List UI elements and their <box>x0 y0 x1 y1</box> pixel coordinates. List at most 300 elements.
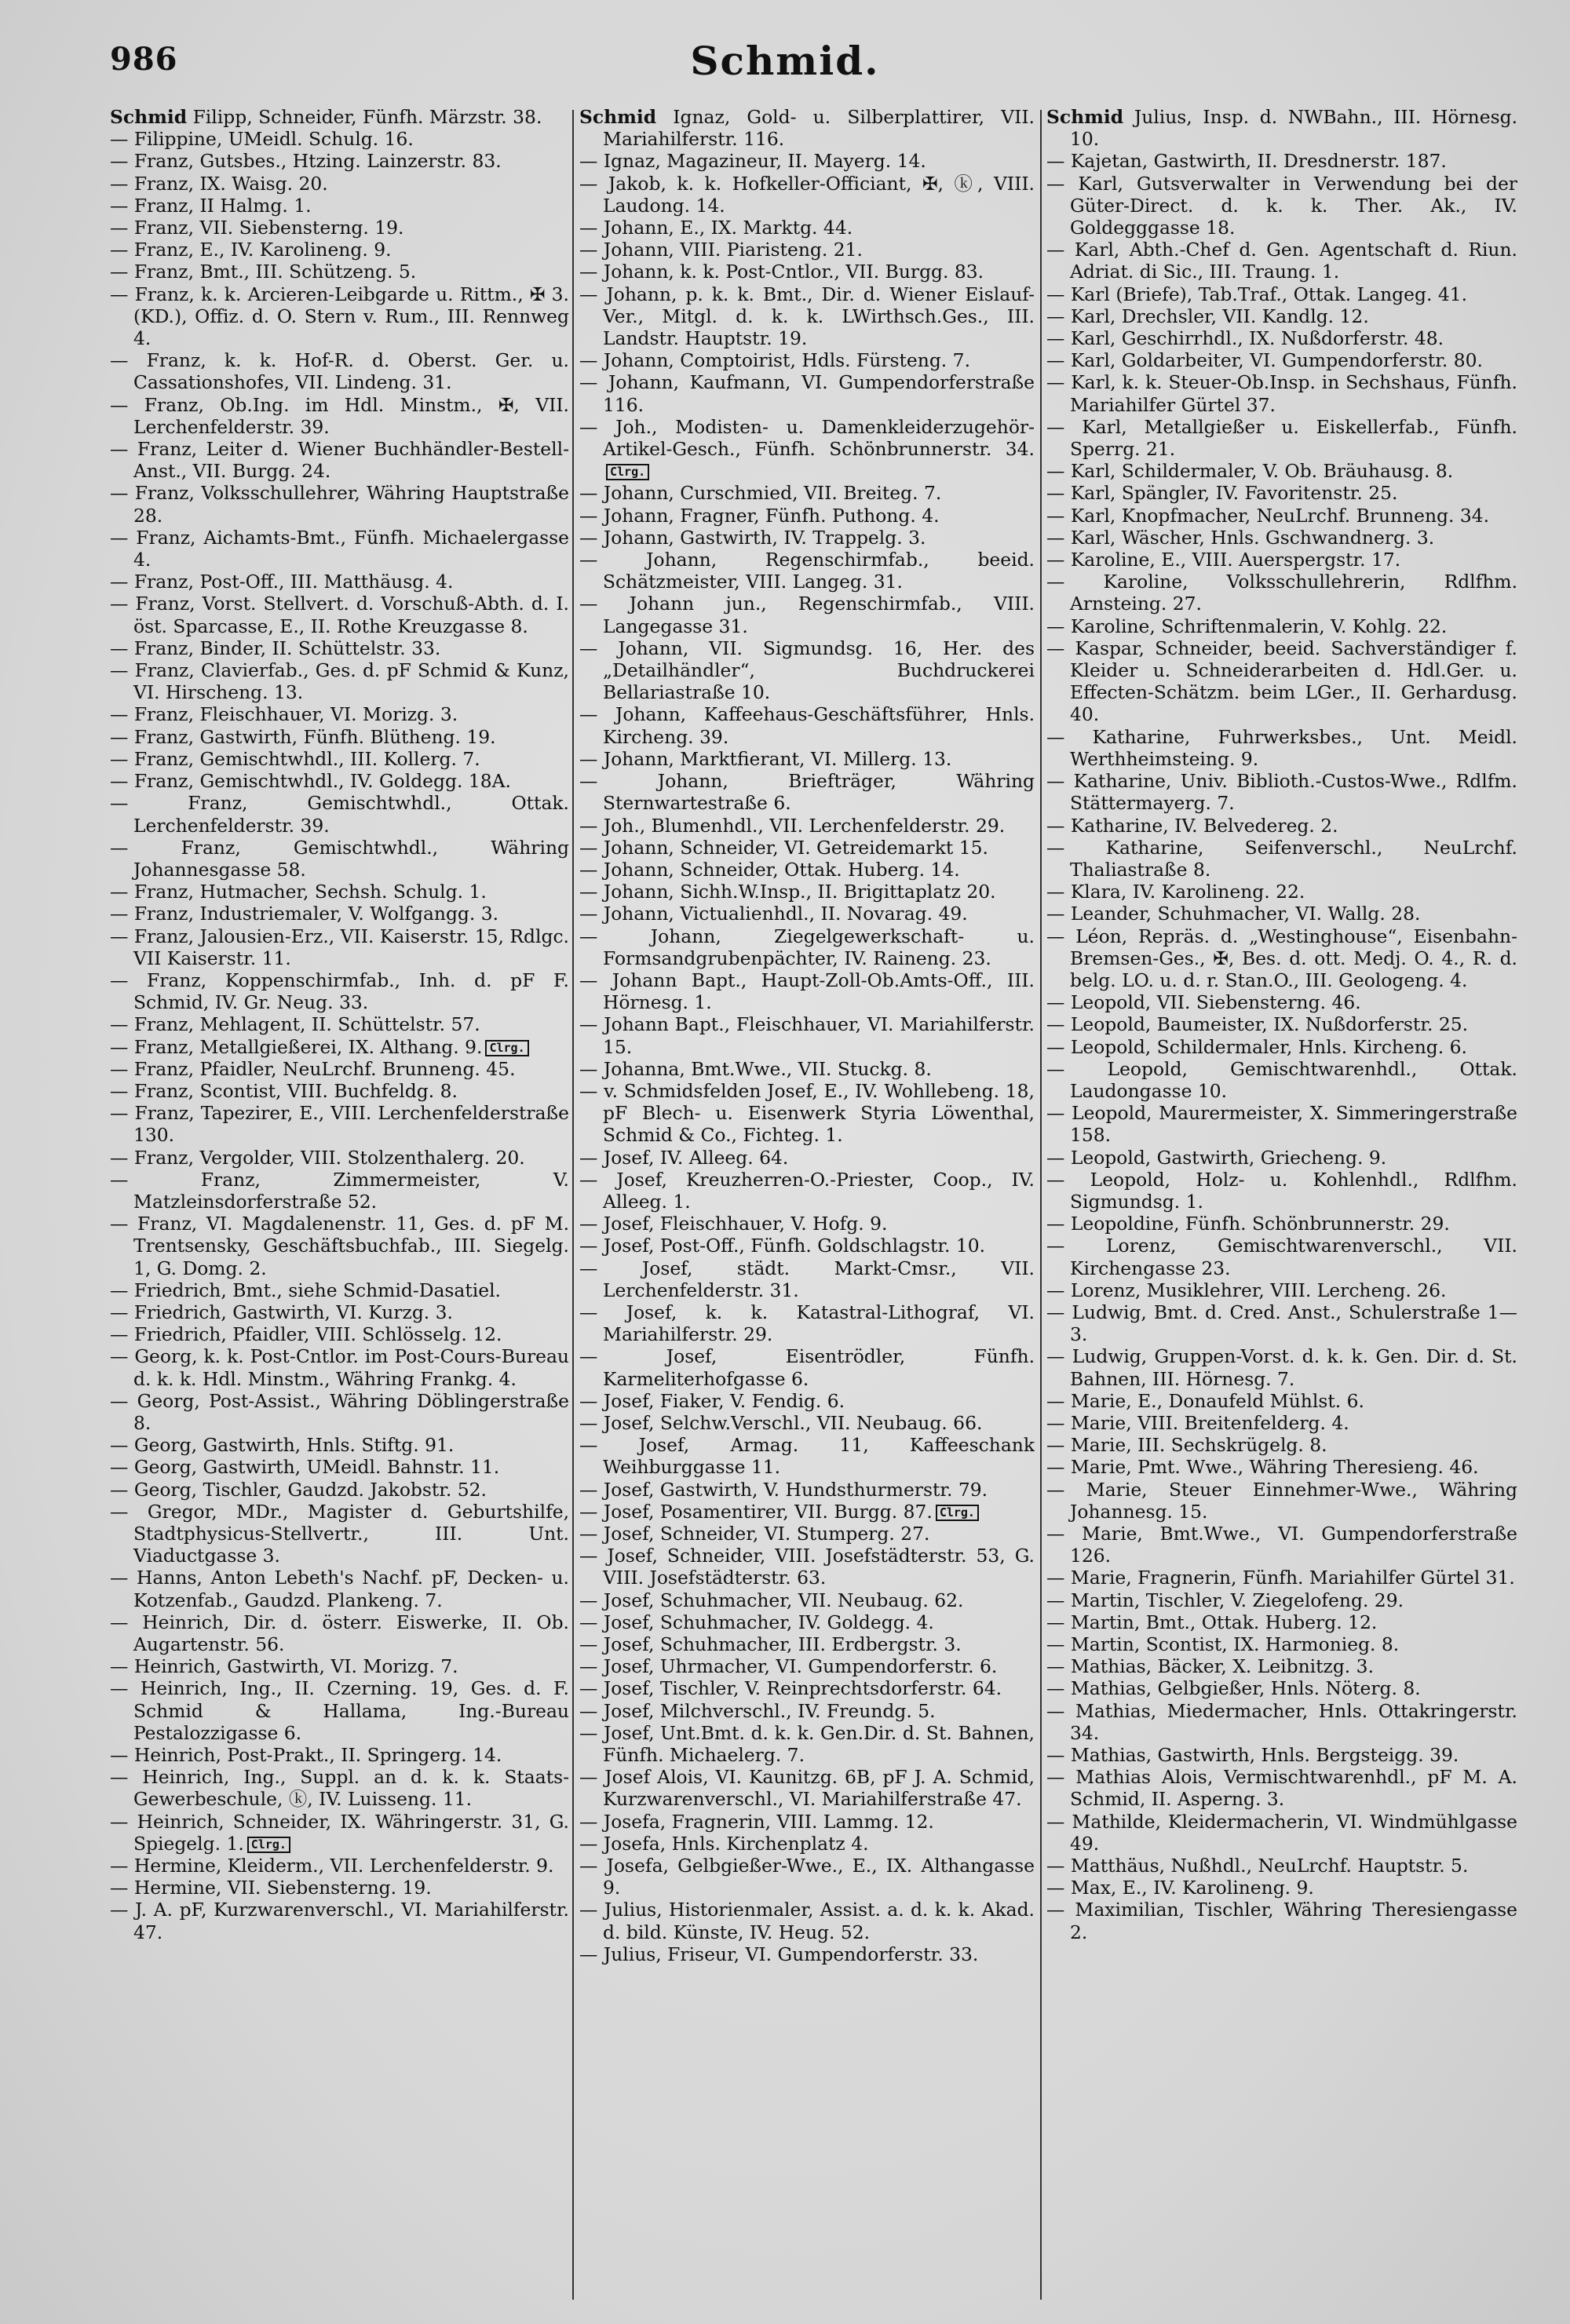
directory-entry <box>110 1147 569 1169</box>
directory-entry <box>579 1633 1035 1655</box>
directory-entry <box>110 1611 569 1655</box>
entry-text: — Josefa, Gelbgießer-Wwe., E., IX. Althangasse 9. <box>579 1855 1035 1899</box>
entry-text: — Johann, Schneider, Ottak. Huberg. 14. <box>579 858 960 881</box>
page-number: 986 <box>110 41 178 78</box>
column-divider <box>1040 110 1042 2300</box>
directory-entry <box>579 1501 1035 1523</box>
entry-text: — Leopold, Gastwirth, Griecheng. 9. <box>1046 1146 1387 1169</box>
directory-entry <box>579 549 1035 593</box>
directory-entry <box>1046 327 1517 349</box>
entry-text: — Franz, Binder, II. Schüttelstr. 33. <box>110 637 441 659</box>
entry-text: — Leopoldine, Fünfh. Schönbrunnerstr. 29. <box>1046 1213 1450 1235</box>
entry-text: — Mathilde, Kleidermacherin, VI. Windmühlgasse 49. <box>1046 1810 1517 1855</box>
directory-entry <box>579 239 1035 261</box>
entry-text: — Franz, Hutmacher, Sechsh. Schulg. 1. <box>110 881 487 903</box>
entry-text: — Franz, E., IV. Karolineng. 9. <box>110 239 392 261</box>
entry-text: — Franz, II Halmg. 1. <box>110 194 312 217</box>
entry-text: — Johann, Briefträger, Währing Sternwartestraße 6. <box>579 770 1035 815</box>
directory-entry <box>110 1213 569 1279</box>
directory-entry <box>1046 1744 1517 1766</box>
entry-text: — Josef, Fleischhauer, V. Hofg. 9. <box>579 1213 888 1235</box>
directory-entry <box>579 1811 1035 1833</box>
entry-text: — Franz, Gastwirth, Fünfh. Blütheng. 19. <box>110 725 496 748</box>
entry-text: — Franz, Jalousien-Erz., VII. Kaiserstr. 15, Rdlgc. VII Kaiserstr. 11. <box>110 925 569 969</box>
entry-text: — Johann, Regenschirmfab., beeid. Schätzmeister, VIII. Langeg. 31. <box>579 549 1035 593</box>
clearing-stamp: Clrg. <box>606 464 649 480</box>
directory-entry <box>110 1080 569 1102</box>
entry-text: — Johann, Comptoirist, Hdls. Fürsteng. 7. <box>579 349 970 372</box>
entry-text: — Ludwig, Gruppen-Vorst. d. k. k. Gen. Dir. d. St. Bahnen, III. Hörnesg. 7. <box>1046 1345 1517 1390</box>
directory-entry <box>579 1899 1035 1943</box>
entry-text: — Karl, k. k. Steuer-Ob.Insp. in Sechshaus, Fünfh. Mariahilfer Gürtel 37. <box>1046 371 1517 416</box>
entry-text: — Franz, Ob.Ing. im Hdl. Minstm., ✠, VII. Lerchenfelderstr. 39. <box>110 393 569 438</box>
directory-entry <box>110 1036 569 1058</box>
directory-entry <box>110 969 569 1013</box>
directory-entry <box>1046 571 1517 615</box>
entry-text: — Marie, E., Donaufeld Mühlst. 6. <box>1046 1389 1364 1412</box>
entry-text: Ignaz, Gold- u. Silberplattirer, VII. Mariahilferstr. 116. <box>603 106 1035 151</box>
entry-surname: Schmid <box>110 106 188 128</box>
entry-text: — Franz, Fleischhauer, VI. Morizg. 3. <box>110 703 458 726</box>
entry-text: — Jakob, k. k. Hofkeller-Officiant, ✠, ⓚ, VIII. Laudong. 14. <box>579 172 1035 217</box>
entry-text: — Hermine, VII. Siebensterng. 19. <box>110 1877 432 1899</box>
directory-entry <box>110 1479 569 1501</box>
entry-text: — Franz, Mehlagent, II. Schüttelstr. 57. <box>110 1013 480 1036</box>
directory-entry <box>110 1279 569 1301</box>
directory-entry <box>110 1301 569 1323</box>
directory-entry <box>1046 283 1517 305</box>
entry-text: — Leopold, Gemischtwarenhdl., Ottak. Laudongasse 10. <box>1046 1057 1517 1102</box>
directory-entry <box>1046 505 1517 527</box>
entry-text: — Marie, Pmt. Wwe., Währing Theresieng. 46. <box>1046 1456 1479 1479</box>
entry-text: — Leopold, Maurermeister, X. Simmeringerstraße 158. <box>1046 1102 1517 1147</box>
directory-entry <box>579 349 1035 371</box>
directory-entry <box>579 1700 1035 1722</box>
directory-entry <box>1046 1036 1517 1058</box>
directory-entry <box>1046 1877 1517 1899</box>
entry-text: — Franz, Gutsbes., Htzing. Lainzerstr. 83. <box>110 150 502 173</box>
directory-entry <box>1046 527 1517 549</box>
entry-text: — Johann Bapt., Fleischhauer, VI. Mariahilferstr. 15. <box>579 1013 1035 1058</box>
directory-entry <box>110 1677 569 1744</box>
entry-text: — Georg, k. k. Post-Cntlor. im Post-Cours-Bureau d. k. k. Hdl. Minstm., Währing Frankg. 4. <box>110 1345 569 1390</box>
directory-entry <box>579 1257 1035 1301</box>
entry-text: — Joh., Modisten- u. Damenkleiderzugehör-Artikel-Gesch., Fünfh. Schönbrunnerstr. 34. <box>579 415 1035 461</box>
directory-entry <box>110 1345 569 1389</box>
entry-text: — Karl (Briefe), Tab.Traf., Ottak. Langeg. 41. <box>1046 283 1468 305</box>
directory-entry <box>579 1589 1035 1611</box>
directory-entry <box>110 173 569 195</box>
entry-text: — Johann, p. k. k. Bmt., Dir. d. Wiener Eislauf-Ver., Mitgl. d. k. k. LWirthsch.Ges., III. Landstr. Hauptstr. 19. <box>579 283 1035 350</box>
entry-text: — Ludwig, Bmt. d. Cred. Anst., Schulerstraße 1—3. <box>1046 1301 1517 1346</box>
entry-text: — Karl, Wäscher, Hnls. Gschwandnerg. 3. <box>1046 526 1435 549</box>
entry-text: — Georg, Gastwirth, UMeidl. Bahnstr. 11. <box>110 1456 500 1479</box>
directory-entry <box>1046 881 1517 903</box>
directory-entry <box>110 128 569 150</box>
directory-entry <box>579 1655 1035 1677</box>
directory-entry <box>110 261 569 283</box>
entry-text: — Mathias, Gastwirth, Hnls. Bergsteigg. 39. <box>1046 1744 1459 1767</box>
directory-entry <box>579 482 1035 504</box>
directory-entry <box>579 1523 1035 1545</box>
entry-text: — Leopold, Schildermaler, Hnls. Kircheng. 6. <box>1046 1035 1467 1058</box>
entry-text: — Franz, Tapezirer, E., VIII. Lerchenfelderstraße 130. <box>110 1102 569 1147</box>
entry-text: — Johanna, Bmt.Wwe., VII. Stuckg. 8. <box>579 1057 932 1080</box>
directory-entry <box>110 482 569 526</box>
directory-entry <box>110 593 569 637</box>
entry-text: — Julius, Friseur, VI. Gumpendorferstr. 33. <box>579 1943 979 1965</box>
directory-entry <box>1046 1345 1517 1389</box>
entry-text: — Hanns, Anton Lebeth's Nachf. pF, Decken- u. Kotzenfab., Gaudzd. Plankeng. 7. <box>110 1567 569 1611</box>
directory-entry <box>110 1323 569 1345</box>
directory-entry <box>579 1147 1035 1169</box>
directory-entry <box>110 1390 569 1434</box>
entry-text: — Johann, Ziegelgewerkschaft- u. Formsandgrubenpächter, IV. Raineng. 23. <box>579 925 1035 969</box>
entry-text: — Franz, Gemischtwhdl., III. Kollerg. 7. <box>110 747 480 770</box>
entry-text: — Josefa, Fragnerin, VIII. Lammg. 12. <box>579 1810 934 1833</box>
directory-entry <box>579 925 1035 969</box>
directory-entry <box>1046 1235 1517 1279</box>
directory-entry <box>1046 1611 1517 1633</box>
directory-entry <box>110 881 569 903</box>
entry-text: — J. A. pF, Kurzwarenverschl., VI. Mariahilferstr. 47. <box>110 1899 569 1943</box>
directory-entry <box>1046 1390 1517 1412</box>
directory-entry <box>1046 1102 1517 1146</box>
entry-text: — Johann, Fragner, Fünfh. Puthong. 4. <box>579 504 940 527</box>
directory-entry <box>1046 1147 1517 1169</box>
entry-text: — Karl, Spängler, IV. Favoritenstr. 25. <box>1046 482 1398 505</box>
entry-text: — Leopold, Holz- u. Kohlenhdl., Rdlfhm. Sigmundsg. 1. <box>1046 1168 1517 1213</box>
entry-text: — Marie, III. Sechskrügelg. 8. <box>1046 1434 1327 1457</box>
entry-text: — Mathias, Bäcker, X. Leibnitzg. 3. <box>1046 1655 1374 1678</box>
directory-entry <box>579 1611 1035 1633</box>
directory-entry <box>110 659 569 703</box>
entry-text: — Karl, Abth.-Chef d. Gen. Agentschaft d. Riun. Adriat. di Sic., III. Traung. 1. <box>1046 239 1517 283</box>
entry-text: — Josef, Kreuzherren-O.-Priester, Coop., IV. Alleeg. 1. <box>579 1168 1035 1213</box>
directory-entry <box>110 1744 569 1766</box>
clearing-stamp: Clrg. <box>936 1505 979 1521</box>
entry-text: — Franz, Vorst. Stellvert. d. Vorschuß-Abth. d. I. öst. Sparcasse, E., II. Rothe Kreuzgasse 8. <box>110 593 569 637</box>
entry-text: — Leopold, VII. Siebensterng. 46. <box>1046 991 1361 1014</box>
entry-text: — Leander, Schuhmacher, VI. Wallg. 28. <box>1046 903 1421 925</box>
entry-text: — Johann, VII. Sigmundsg. 16, Her. des „Detailhändler“, Buchdruckerei Bellariastraße 10. <box>579 637 1035 704</box>
entry-text: — Franz, Vergolder, VIII. Stolzenthalerg. 20. <box>110 1146 525 1169</box>
directory-entry <box>1046 837 1517 881</box>
directory-entry <box>110 1766 569 1810</box>
entry-text: — Johann, k. k. Post-Cntlor., VII. Burgg. 83. <box>579 261 984 283</box>
directory-entry <box>110 1567 569 1611</box>
entry-text: — Mathias, Gelbgießer, Hnls. Nöterg. 8. <box>1046 1677 1421 1700</box>
directory-entry <box>579 1545 1035 1589</box>
directory-entry <box>1046 1811 1517 1855</box>
entry-text: — Karoline, Volksschullehrerin, Rdlfhm. Arnsteing. 27. <box>1046 571 1517 615</box>
directory-entry <box>110 1811 569 1855</box>
entry-text: — Josef, Posamentirer, VII. Burgg. 87. <box>579 1500 933 1523</box>
directory-entry <box>1046 726 1517 770</box>
entry-text: — Johann, Curschmied, VII. Breiteg. 7. <box>579 482 942 505</box>
entry-text: — Georg, Tischler, Gaudzd. Jakobstr. 52. <box>110 1478 487 1501</box>
directory-entry <box>579 1390 1035 1412</box>
entry-text: — Karl, Geschirrhdl., IX. Nußdorferstr. 48. <box>1046 327 1444 350</box>
entry-text: — Georg, Post-Assist., Währing Döblingerstraße 8. <box>110 1389 569 1434</box>
directory-entry <box>579 106 1035 150</box>
directory-entry <box>1046 349 1517 371</box>
directory-entry <box>1046 903 1517 925</box>
directory-entry <box>110 637 569 659</box>
directory-entry <box>579 1722 1035 1766</box>
clearing-stamp: Clrg. <box>485 1040 528 1056</box>
entry-text: — Friedrich, Gastwirth, VI. Kurzg. 3. <box>110 1301 453 1323</box>
directory-entry <box>1046 371 1517 415</box>
directory-entry <box>579 1080 1035 1147</box>
directory-entry <box>579 748 1035 770</box>
directory-entry <box>579 903 1035 925</box>
directory-entry <box>579 217 1035 239</box>
entry-text: — Katharine, Univ. Biblioth.-Custos-Wwe., Rdlfm. Stättermayerg. 7. <box>1046 770 1517 815</box>
directory-entry <box>579 1235 1035 1257</box>
entry-text: — Marie, Steuer Einnehmer-Wwe., Währing Johannesg. 15. <box>1046 1478 1517 1523</box>
entry-text: — Filippine, UMeidl. Schulg. 16. <box>110 128 414 151</box>
column-right <box>1046 106 1517 2296</box>
entry-text: — Franz, Gemischtwhdl., IV. Goldegg. 18A. <box>110 770 511 793</box>
entry-text: — Karl, Goldarbeiter, VI. Gumpendorferstr. 80. <box>1046 349 1483 372</box>
entry-text: — Martin, Scontist, IX. Harmonieg. 8. <box>1046 1633 1400 1656</box>
directory-entry <box>1046 637 1517 726</box>
directory-entry <box>1046 991 1517 1013</box>
entry-text: — Franz, Volksschullehrer, Währing Hauptstraße 28. <box>110 482 569 527</box>
entry-text: — Franz, IX. Waisg. 20. <box>110 172 328 195</box>
entry-text: — Josef, k. k. Katastral-Lithograf, VI. Mariahilferstr. 29. <box>579 1301 1035 1346</box>
directory-entry <box>110 903 569 925</box>
entry-text: — Heinrich, Post-Prakt., II. Springerg. 14. <box>110 1744 502 1767</box>
directory-entry <box>579 1677 1035 1699</box>
directory-entry <box>110 748 569 770</box>
entry-text: — Georg, Gastwirth, Hnls. Stiftg. 91. <box>110 1434 455 1457</box>
entry-text: — Franz, k. k. Arcieren-Leibgarde u. Rittm., ✠ 3. (KD.), Offiz. d. O. Stern v. Rum., III. Rennweg 4. <box>110 283 569 350</box>
entry-text: — Heinrich, Gastwirth, VI. Morizg. 7. <box>110 1655 458 1678</box>
entry-text: — Josef, Schuhmacher, III. Erdbergstr. 3. <box>579 1633 962 1656</box>
entry-text: — Gregor, MDr., Magister d. Geburtshilfe, Stadtphysicus-Stellvertr., III. Unt. Viaductgasse 3. <box>110 1500 569 1567</box>
directory-entry <box>1046 416 1517 460</box>
entry-text: — Heinrich, Ing., II. Czerning. 19, Ges. d. F. Schmid & Hallama, Ing.-Bureau Pestalozzigasse 6. <box>110 1677 569 1744</box>
directory-entry <box>579 173 1035 217</box>
entry-text: — Friedrich, Bmt., siehe Schmid-Dasatiel. <box>110 1279 501 1301</box>
entry-text: — Franz, VI. Magdalenenstr. 11, Ges. d. pF M. Trentsensky, Geschäftsbuchfab., III. Siegelg. 1, G. Domg. 2. <box>110 1213 569 1279</box>
directory-entry <box>110 770 569 792</box>
entry-text: — Katharine, Seifenverschl., NeuLrchf. Thaliastraße 8. <box>1046 836 1517 881</box>
entry-text: — Franz, Gemischtwhdl., Währing Johannesgasse 58. <box>110 836 569 881</box>
directory-entry <box>1046 1279 1517 1301</box>
running-head: Schmid. <box>690 38 880 84</box>
entry-text: — Josef, Gastwirth, V. Hundsthurmerstr. 79. <box>579 1478 988 1501</box>
directory-entry <box>1046 1412 1517 1434</box>
directory-entry <box>579 859 1035 881</box>
entry-text: — Franz, k. k. Hof-R. d. Oberst. Ger. u. Cassationshofes, VII. Lindeng. 31. <box>110 349 569 394</box>
entry-text: — Leopold, Baumeister, IX. Nußdorferstr. 25. <box>1046 1013 1469 1036</box>
entry-text: — Josef, IV. Alleeg. 64. <box>579 1146 789 1169</box>
entry-text: — Marie, Fragnerin, Fünfh. Mariahilfer Gürtel 31. <box>1046 1567 1515 1589</box>
directory-entry <box>1046 1589 1517 1611</box>
directory-entry <box>110 349 569 393</box>
entry-text: — Johann, Sichh.W.Insp., II. Brigittaplatz 20. <box>579 881 996 903</box>
directory-entry <box>1046 1456 1517 1478</box>
entry-text: — Franz, Bmt., III. Schützeng. 5. <box>110 261 417 283</box>
directory-entry <box>1046 460 1517 482</box>
directory-entry <box>110 1169 569 1213</box>
directory-entry <box>110 703 569 725</box>
entry-text: — Josef, Milchverschl., IV. Freundg. 5. <box>579 1699 936 1722</box>
entry-text: — Johann, Marktfierant, VI. Millerg. 13. <box>579 747 952 770</box>
entry-text: — Mathias Alois, Vermischtwarenhdl., pF M. A. Schmid, II. Asperng. 3. <box>1046 1766 1517 1811</box>
entry-text: — Franz, Aichamts-Bmt., Fünfh. Michaelergasse 4. <box>110 526 569 571</box>
directory-entry <box>1046 1213 1517 1235</box>
entry-text: — Heinrich, Dir. d. österr. Eiswerke, II. Ob. Augartenstr. 56. <box>110 1611 569 1656</box>
directory-entry <box>110 394 569 438</box>
directory-entry <box>579 593 1035 637</box>
entry-text: — Katharine, IV. Belvedereg. 2. <box>1046 814 1338 837</box>
directory-entry <box>579 527 1035 549</box>
directory-entry <box>1046 239 1517 283</box>
entry-text: — Franz, Metallgießerei, IX. Althang. 9. <box>110 1035 483 1058</box>
entry-text: — Josef, Schuhmacher, VII. Neubaug. 62. <box>579 1589 964 1611</box>
entry-text: — Johann Bapt., Haupt-Zoll-Ob.Amts-Off., III. Hörnesg. 1. <box>579 969 1035 1014</box>
directory-entry <box>1046 1700 1517 1744</box>
entry-text: — Maximilian, Tischler, Währing Theresiengasse 2. <box>1046 1899 1517 1943</box>
entry-text: — Ignaz, Magazineur, II. Mayerg. 14. <box>579 150 926 173</box>
entry-text: — Karl, Gutsverwalter in Verwendung bei der Güter-Direct. d. k. k. Ther. Ak., IV. Goldegggasse 18. <box>1046 172 1517 239</box>
entry-text: — Franz, Leiter d. Wiener Buchhändler-Bestell-Anst., VII. Burgg. 24. <box>110 438 569 483</box>
directory-entry <box>1046 1434 1517 1456</box>
directory-entry <box>1046 1479 1517 1523</box>
directory-entry <box>579 837 1035 859</box>
directory-entry <box>579 1479 1035 1501</box>
directory-entry <box>579 150 1035 172</box>
directory-entry <box>579 815 1035 837</box>
directory-entry <box>579 505 1035 527</box>
entry-text: — Johann, E., IX. Marktg. 44. <box>579 217 853 239</box>
directory-entry <box>579 1301 1035 1345</box>
entry-text: — Kajetan, Gastwirth, II. Dresdnerstr. 187. <box>1046 150 1447 173</box>
entry-text: — Lorenz, Musiklehrer, VIII. Lercheng. 26. <box>1046 1279 1447 1301</box>
directory-entry <box>1046 770 1517 814</box>
entry-text: — Julius, Historienmaler, Assist. a. d. k. k. Akad. d. bild. Künste, IV. Heug. 52. <box>579 1899 1035 1943</box>
directory-entry <box>579 1412 1035 1434</box>
directory-entry <box>579 283 1035 350</box>
entry-text: — Klara, IV. Karolineng. 22. <box>1046 881 1305 903</box>
directory-entry <box>1046 1677 1517 1699</box>
entry-text: — Friedrich, Pfaidler, VIII. Schlösselg. 12. <box>110 1323 502 1346</box>
directory-entry <box>579 1434 1035 1478</box>
directory-entry <box>1046 1523 1517 1567</box>
directory-entry <box>579 1169 1035 1213</box>
directory-entry <box>110 239 569 261</box>
directory-entry <box>1046 615 1517 637</box>
directory-entry <box>579 1345 1035 1389</box>
entry-text: — Franz, Koppenschirmfab., Inh. d. pF F. Schmid, IV. Gr. Neug. 33. <box>110 969 569 1014</box>
directory-entry <box>1046 1169 1517 1213</box>
entry-text: — Franz, Scontist, VIII. Buchfeldg. 8. <box>110 1079 458 1102</box>
entry-text: — Franz, Clavierfab., Ges. d. pF Schmid & Kunz, VI. Hirscheng. 13. <box>110 659 569 704</box>
entry-text: — Johann, Gastwirth, IV. Trappelg. 3. <box>579 526 926 549</box>
directory-entry <box>579 416 1035 483</box>
directory-entry <box>1046 305 1517 327</box>
directory-entry <box>110 1102 569 1146</box>
directory-entry <box>579 1058 1035 1080</box>
entry-text: — Karl, Metallgießer u. Eiskellerfab., Fünfh. Sperrg. 21. <box>1046 415 1517 461</box>
clearing-stamp: Clrg. <box>247 1837 290 1853</box>
directory-entry <box>110 1655 569 1677</box>
directory-entry <box>1046 150 1517 172</box>
directory-entry <box>110 571 569 593</box>
entry-text: — Franz, Industriemaler, V. Wolfgangg. 3. <box>110 903 499 925</box>
directory-entry <box>1046 1013 1517 1035</box>
entry-text: — Karoline, Schriftenmalerin, V. Kohlg. 22. <box>1046 615 1448 637</box>
entry-text: — Josefa, Hnls. Kirchenplatz 4. <box>579 1832 869 1855</box>
entry-text: — Franz, Gemischtwhdl., Ottak. Lerchenfelderstr. 39. <box>110 792 569 837</box>
directory-entry <box>1046 549 1517 571</box>
directory-entry <box>579 1013 1035 1057</box>
directory-entry <box>1046 1899 1517 1943</box>
directory-entry <box>1046 482 1517 504</box>
directory-entry <box>1046 1633 1517 1655</box>
entry-text: — Heinrich, Schneider, IX. Währingerstr. 31, G. Spiegelg. 1. <box>110 1810 569 1855</box>
entry-text: Julius, Insp. d. NWBahn., III. Hörnesg. 10. <box>1070 106 1517 151</box>
directory-entry <box>110 837 569 881</box>
entry-text: — Franz, Post-Off., III. Matthäusg. 4. <box>110 571 454 593</box>
entry-text: — Josef, Schuhmacher, IV. Goldegg. 4. <box>579 1611 934 1633</box>
entry-text: — Karoline, E., VIII. Auerspergstr. 17. <box>1046 549 1401 571</box>
directory-entry <box>579 1943 1035 1965</box>
directory-entry <box>110 438 569 482</box>
entry-text: — Karl, Schildermaler, V. Ob. Bräuhausg. 8. <box>1046 460 1454 483</box>
directory-entry <box>579 1213 1035 1235</box>
entry-text: — v. Schmidsfelden Josef, E., IV. Wohllebeng. 18, pF Blech- u. Eisenwerk Styria Löwenthal, Schmid & Co., Fichteg. 1. <box>579 1079 1035 1147</box>
directory-entry <box>110 106 569 128</box>
directory-entry <box>579 261 1035 283</box>
entry-text: — Johann jun., Regenschirmfab., VIII. Langegasse 31. <box>579 593 1035 637</box>
directory-entry <box>110 150 569 172</box>
entry-text: — Franz, VII. Siebensterng. 19. <box>110 217 404 239</box>
entry-surname: Schmid <box>1046 106 1124 128</box>
entry-text: — Josef, Tischler, V. Reinprechtsdorferstr. 64. <box>579 1677 1002 1700</box>
directory-entry <box>110 217 569 239</box>
entry-text: — Johann, Schneider, VI. Getreidemarkt 15. <box>579 836 988 859</box>
entry-text: — Lorenz, Gemischtwarenverschl., VII. Kirchengasse 23. <box>1046 1235 1517 1279</box>
entry-text: — Josef, Schneider, VI. Stumperg. 27. <box>579 1523 930 1545</box>
entry-text: — Johann, Kaffeehaus-Geschäftsführer, Hnls. Kircheng. 39. <box>579 703 1035 748</box>
directory-entry <box>579 770 1035 814</box>
entry-text: — Martin, Bmt., Ottak. Huberg. 12. <box>1046 1611 1378 1633</box>
entry-text: — Matthäus, Nußhdl., NeuLrchf. Hauptstr. 5. <box>1046 1855 1469 1877</box>
entry-text: — Katharine, Fuhrwerksbes., Unt. Meidl. Werthheimsteing. 9. <box>1046 725 1517 770</box>
directory-entry <box>110 195 569 217</box>
directory-entry <box>110 726 569 748</box>
directory-entry <box>1046 925 1517 992</box>
entry-text: — Johann, VIII. Piaristeng. 21. <box>579 239 863 261</box>
directory-entry <box>579 969 1035 1013</box>
column-divider <box>572 110 574 2300</box>
entry-text: — Josef, Uhrmacher, VI. Gumpendorferstr. 6. <box>579 1655 998 1678</box>
entry-text: — Josef, Armag. 11, Kaffeeschank Weihburggasse 11. <box>579 1434 1035 1479</box>
directory-entry <box>110 527 569 571</box>
column-left <box>110 106 569 2296</box>
directory-entry <box>1046 1567 1517 1589</box>
directory-entry <box>1046 1301 1517 1345</box>
directory-entry <box>1046 106 1517 150</box>
entry-text: — Josef, Schneider, VIII. Josefstädterstr. 53, G. VIII. Josefstädterstr. 63. <box>579 1545 1035 1589</box>
directory-entry <box>1046 1655 1517 1677</box>
column-middle <box>579 106 1035 2296</box>
